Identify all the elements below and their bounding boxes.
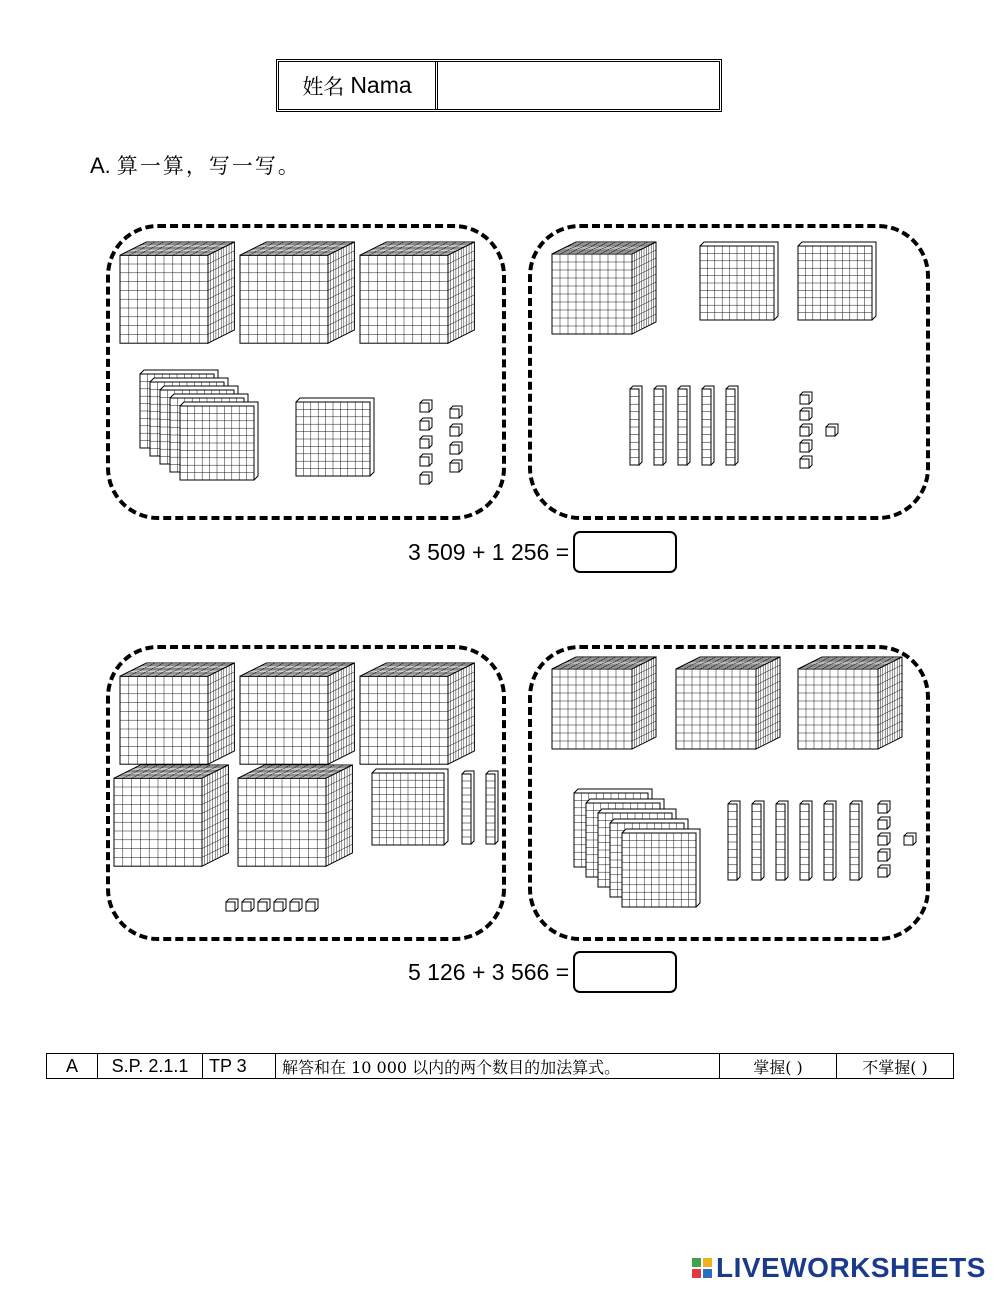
skill-level: TP 3 [203,1054,276,1079]
one-cube [878,849,890,861]
section-letter: A. [90,153,111,178]
thousand-cube [240,242,354,343]
name-label-chinese: 姓名 [302,74,345,99]
one-cube [800,456,812,468]
name-box [276,59,722,112]
one-cube [420,454,432,466]
one-cube [904,833,916,845]
ten-rod [728,801,740,880]
thousand-cube [676,657,780,749]
thousand-cube [120,242,234,343]
one-cube [306,899,318,911]
blocks-panel-1 [106,224,506,520]
skill-section: A [47,1054,98,1079]
ten-rod [776,801,788,880]
one-cube [420,472,432,484]
blocks-drawing-3 [110,649,502,937]
one-cube [290,899,302,911]
hundred-flat [180,402,258,480]
name-input[interactable] [438,62,719,109]
thousand-cube [552,657,656,749]
hundred-flat [622,829,700,907]
thousand-cube [360,242,474,343]
equation-2-text: 5 126 + 3 566 = [408,958,570,985]
one-cube [826,424,838,436]
hundred-flat [372,769,448,845]
one-cube [226,899,238,911]
one-cube [450,424,462,436]
thousand-cube [238,765,352,866]
ten-rod [800,801,812,880]
one-cube [800,440,812,452]
section-heading [90,150,301,180]
one-cube [274,899,286,911]
one-cube [450,442,462,454]
ten-rod [630,386,642,465]
thousand-cube [798,657,902,749]
one-cube [450,460,462,472]
thousand-cube [114,765,228,866]
one-cube [258,899,270,911]
one-cube [800,408,812,420]
one-cube [420,436,432,448]
skill-not-mastered[interactable]: 不掌握( ) [837,1054,954,1079]
ten-rod [462,771,474,844]
ten-rod [726,386,738,465]
one-cube [420,400,432,412]
blocks-panel-3 [106,645,506,941]
equation-1 [408,531,677,573]
hundred-flat [700,242,778,320]
one-cube [800,424,812,436]
skill-mastered[interactable]: 掌握( ) [720,1054,837,1079]
one-cube [878,817,890,829]
blocks-drawing-4 [532,649,926,937]
logo-text: LIVEWORKSHEETS [716,1252,986,1283]
ten-rod [752,801,764,880]
blocks-drawing-2 [532,228,926,516]
thousand-cube [552,242,656,334]
one-cube [420,418,432,430]
hundred-flat [798,242,876,320]
blocks-panel-4 [528,645,930,941]
ten-rod [486,771,498,844]
answer-input-2[interactable] [573,951,677,993]
thousand-cube [120,663,234,764]
logo-mark-icon [692,1258,712,1278]
blocks-drawing-1 [110,228,502,516]
skill-table [46,1053,954,1079]
one-cube [878,833,890,845]
name-label [279,62,438,109]
ten-rod [678,386,690,465]
ten-rod [850,801,862,880]
one-cube [242,899,254,911]
one-cube [878,801,890,813]
skill-table-row [47,1054,954,1079]
thousand-cube [360,663,474,764]
thousand-cube [240,663,354,764]
hundred-flat [296,398,374,476]
equation-1-text: 3 509 + 1 256 = [408,538,570,565]
answer-input-1[interactable] [573,531,677,573]
ten-rod [824,801,836,880]
section-instruction: 算一算，写一写。 [116,154,301,178]
one-cube [450,406,462,418]
one-cube [800,392,812,404]
blocks-panel-2 [528,224,930,520]
liveworksheets-logo [692,1252,986,1284]
skill-standard: S.P. 2.1.1 [98,1054,203,1079]
ten-rod [702,386,714,465]
skill-description: 解答和在 10 000 以内的两个数目的加法算式。 [276,1054,720,1079]
name-label-malay: Nama [350,72,412,98]
ten-rod [654,386,666,465]
equation-2 [408,951,677,993]
one-cube [878,865,890,877]
